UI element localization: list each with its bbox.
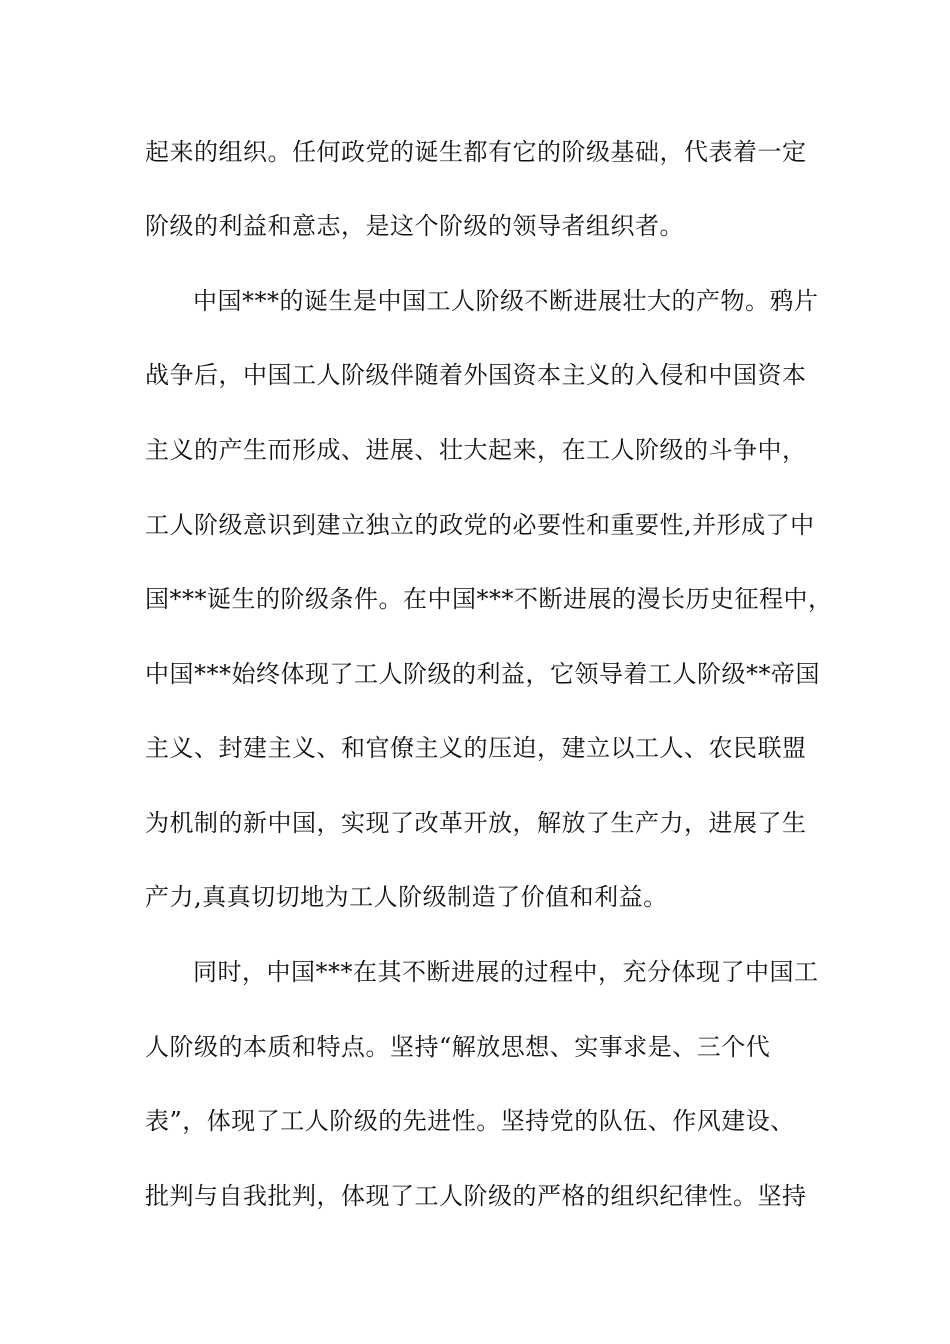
text-line: 工人阶级意识到建立独立的政党的必要性和重要性,并形成了中: [145, 511, 815, 539]
text-line: 人阶级的本质和特点。坚持“解放思想、实事求是、三个代: [145, 1033, 771, 1061]
text-line: 起来的组织。任何政党的诞生都有它的阶级基础，代表着一定: [145, 138, 807, 166]
text-line: 中国***始终体现了工人阶级的利益，它领导着工人阶级**帝国: [145, 660, 820, 688]
paragraph-first-line: 中国***的诞生是中国工人阶级不断进展壮大的产物。鸦片: [193, 287, 819, 315]
text-line: 阶级的利益和意志，是这个阶级的领导者组织者。: [145, 212, 684, 240]
text-line: 主义的产生而形成、进展、壮大起来，在工人阶级的斗争中，: [145, 436, 807, 464]
text-line: 主义、封建主义、和官僚主义的压迫，建立以工人、农民联盟: [145, 734, 807, 762]
text-line: 战争后，中国工人阶级伴随着外国资本主义的入侵和中国资本: [145, 361, 807, 389]
text-line: 国***诞生的阶级条件。在中国***不断进展的漫长历史征程中，: [145, 585, 833, 613]
text-line: 批判与自我批判，体现了工人阶级的严格的组织纪律性。坚持: [145, 1182, 807, 1210]
text-line: 表”，体现了工人阶级的先进性。坚持党的队伍、作风建设、: [145, 1107, 795, 1135]
paragraph-first-line: 同时，中国***在其不断进展的过程中，充分体现了中国工: [193, 958, 819, 986]
text-line: 为机制的新中国，实现了改革开放，解放了生产力，进展了生: [145, 809, 807, 837]
text-line: 产力,真真切切地为工人阶级制造了价值和利益。: [145, 883, 668, 911]
